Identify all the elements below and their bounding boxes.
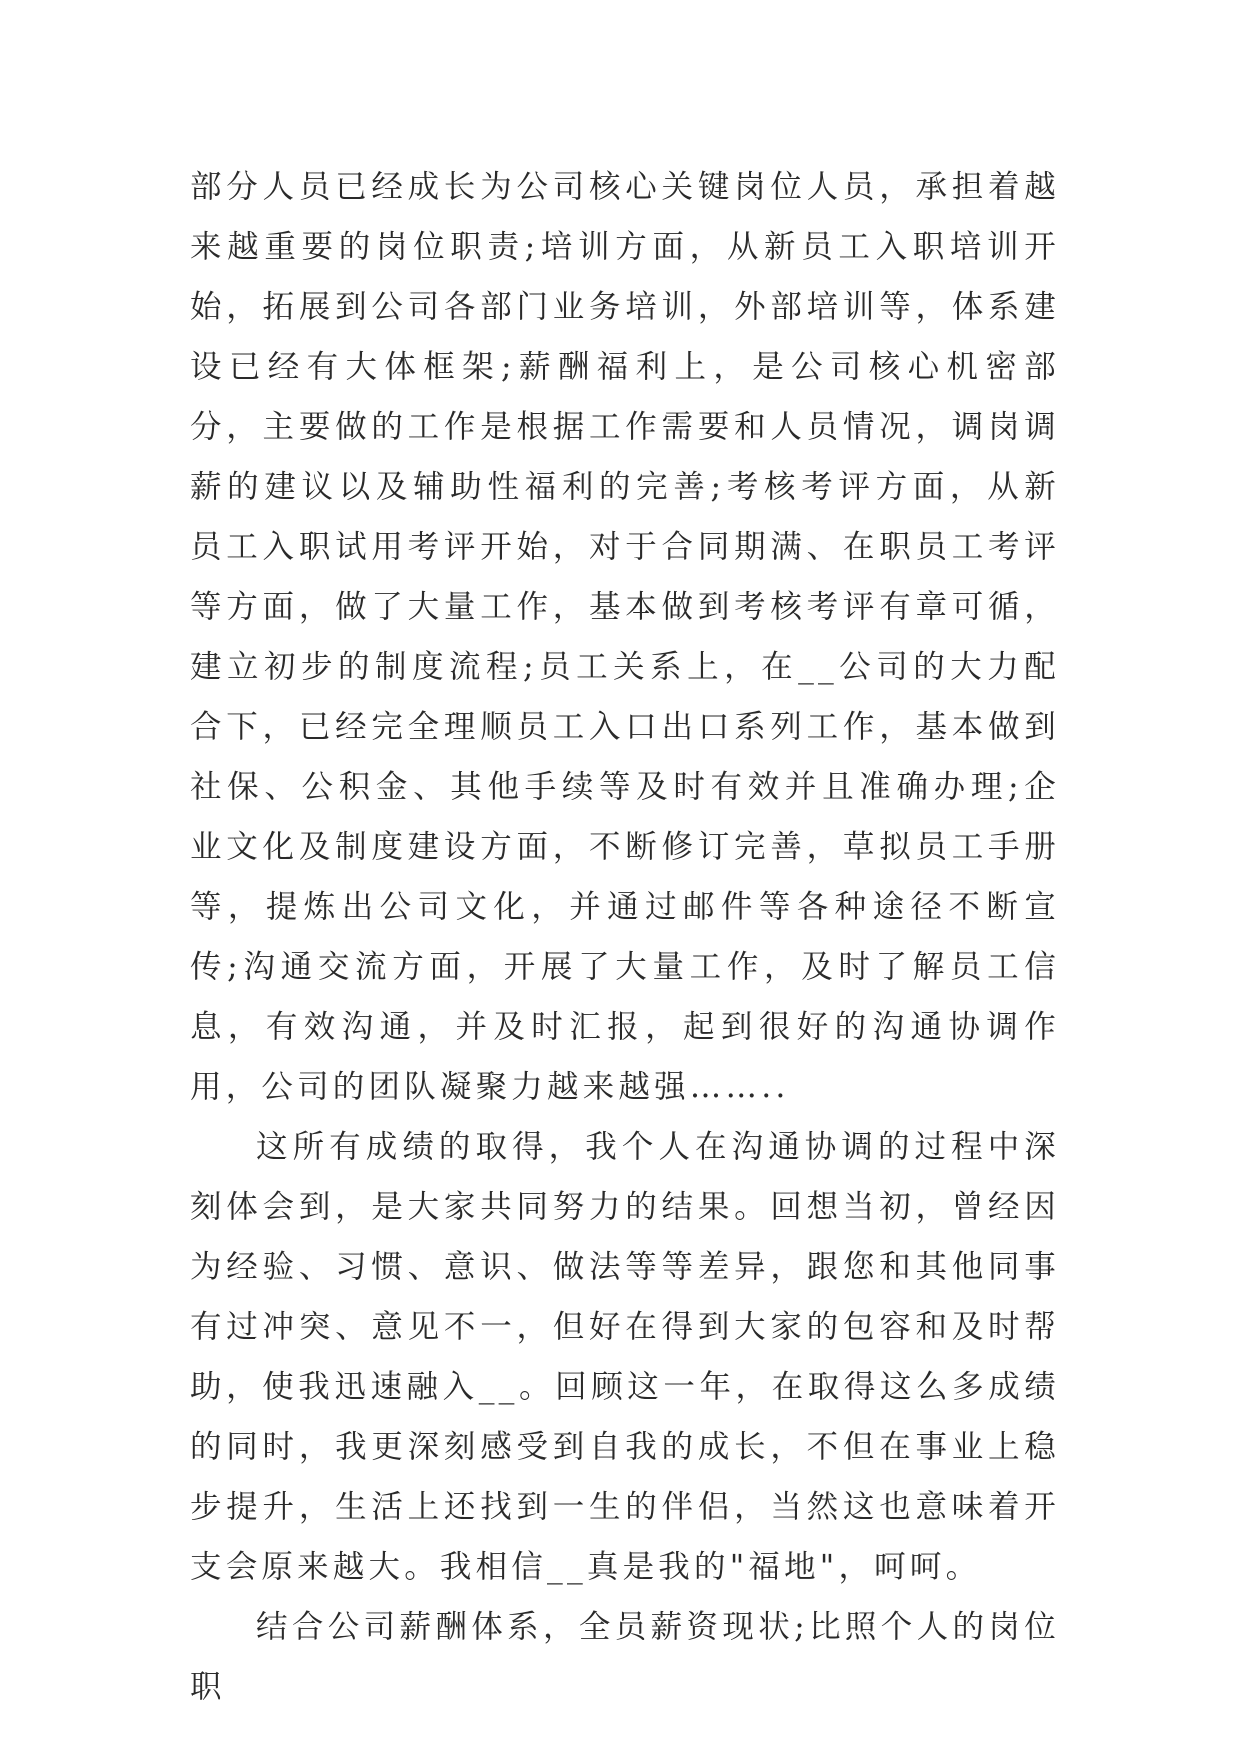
document-body	[190, 157, 1060, 1717]
paragraph-hr-work-summary: 部分人员已经成长为公司核心关键岗位人员，承担着越来越重要的岗位职责;培训方面，从新员工入职培训开始，拓展到公司各部门业务培训，外部培训等，体系建设已经有大体框架;薪酬福利上，是公司核心机密部分，主要做的工作是根据工作需要和人员情况，调岗调薪的建议以及辅助性福利的完善;考核考评方面，从新员工入职试用考评开始，对于合同期满、在职员工考评等方面，做了大量工作，基本做到考核考评有章可循，建立初步的制度流程;员工关系上，在__公司的大力配合下，已经完全理顺员工入口出口系列工作，基本做到社保、公积金、其他手续等及时有效并且准确办理;企业文化及制度建设方面，不断修订完善，草拟员工手册等，提炼出公司文化，并通过邮件等各种途径不断宣传;沟通交流方面，开展了大量工作，及时了解员工信息，有效沟通，并及时汇报，起到很好的沟通协调作用，公司的团队凝聚力越来越强……..	[190, 169, 1060, 1105]
paragraph-salary-request: 结合公司薪酬体系，全员薪资现状;比照个人的岗位职	[190, 1609, 1060, 1705]
paragraph-achievements-reflection: 这所有成绩的取得，我个人在沟通协调的过程中深刻体会到，是大家共同努力的结果。回想当初，曾经因为经验、习惯、意识、做法等等差异，跟您和其他同事有过冲突、意见不一，但好在得到大家的包容和及时帮助，使我迅速融入__。回顾这一年，在取得这么多成绩的同时，我更深刻感受到自我的成长，不但在事业上稳步提升，生活上还找到一生的伴侣，当然这也意味着开支会原来越大。我相信__真是我的"福地"，呵呵。	[190, 1129, 1060, 1585]
